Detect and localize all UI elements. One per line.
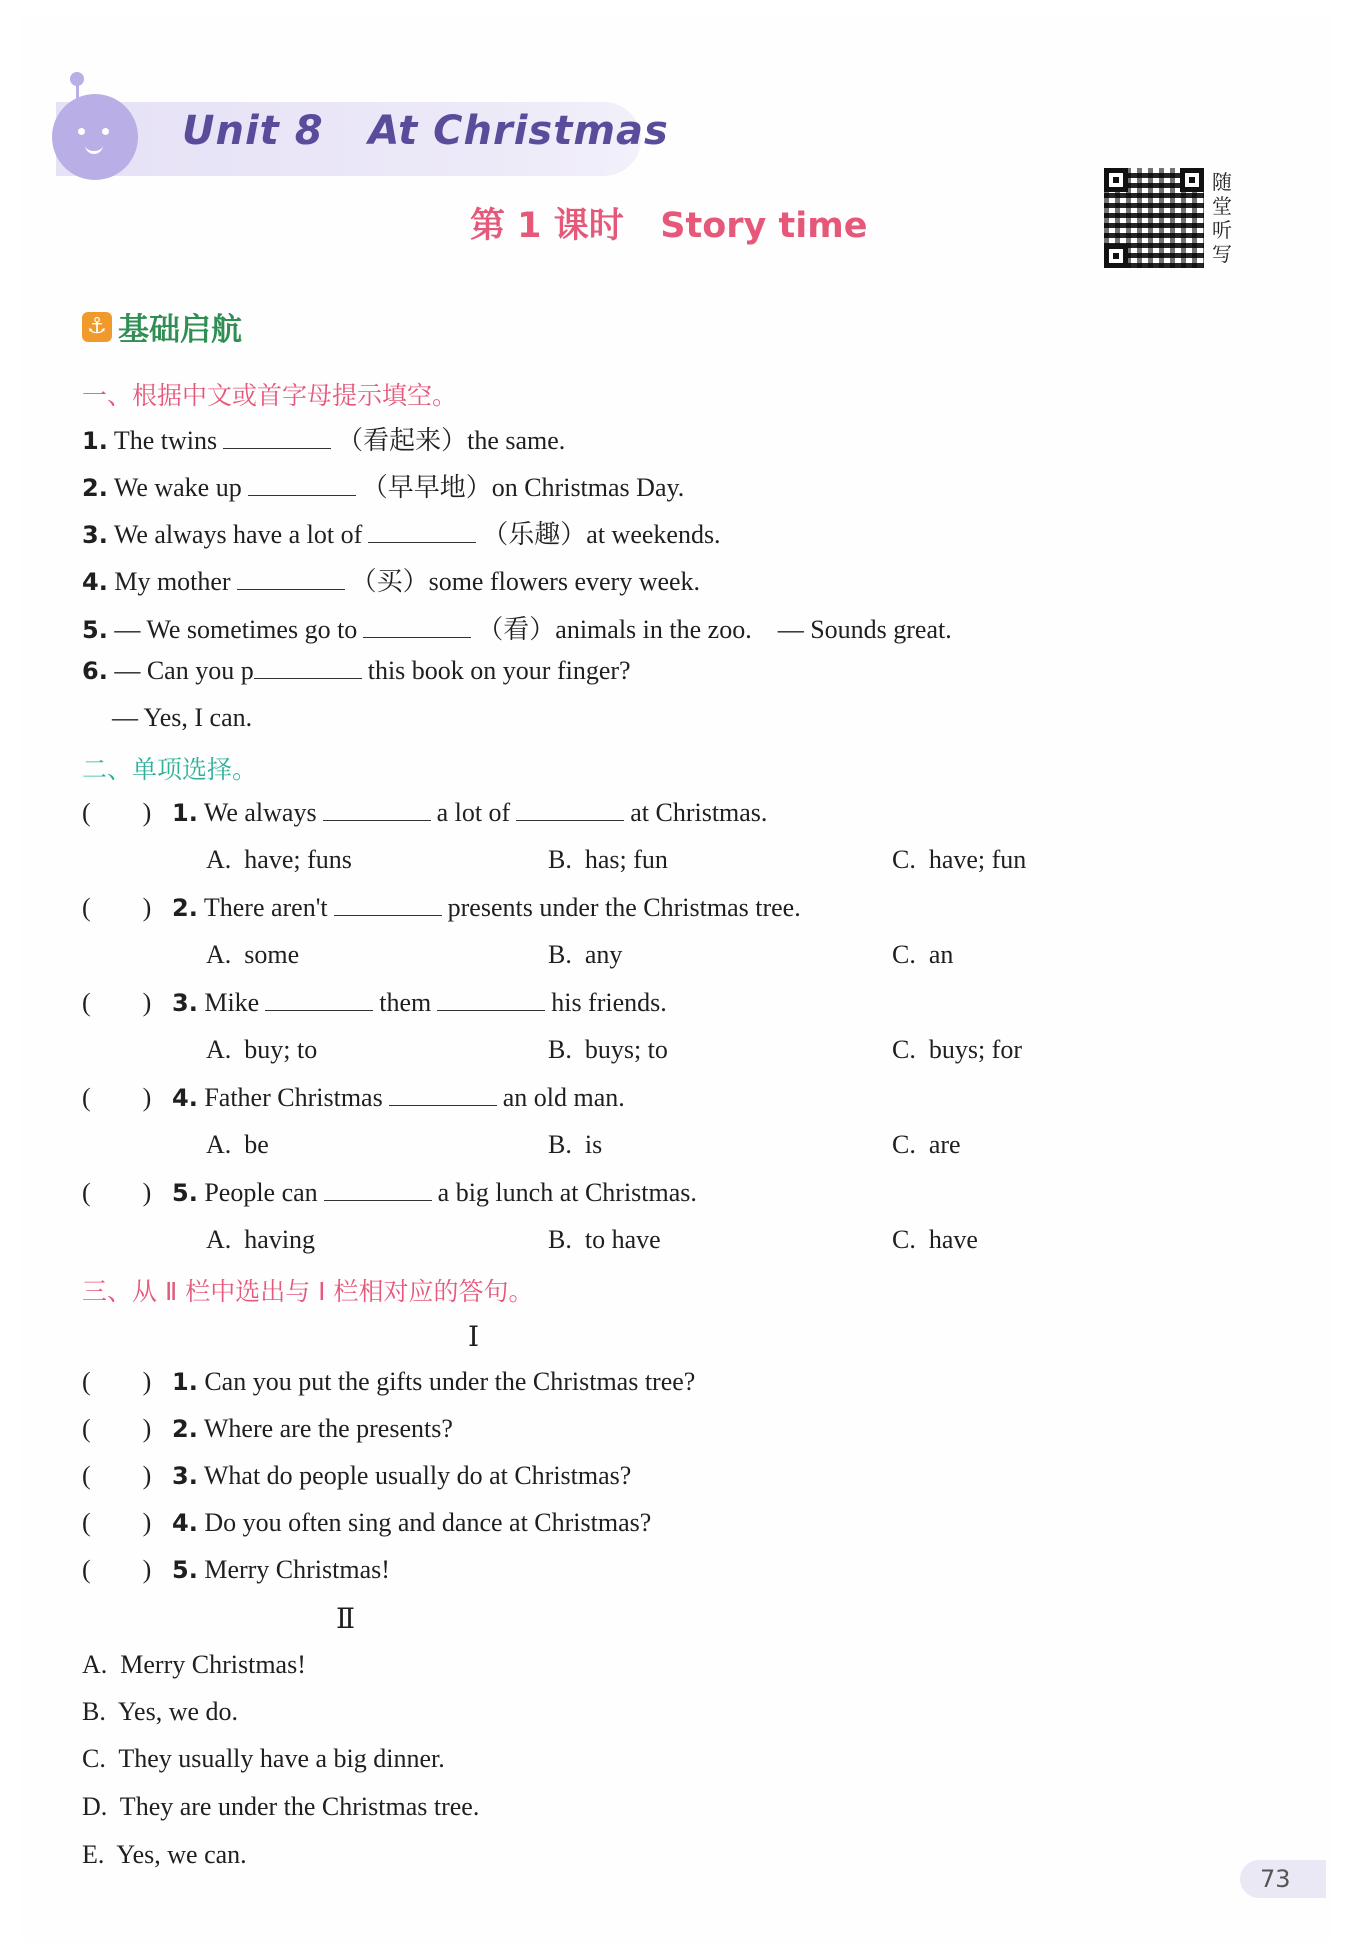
choice-question-3: 3. Mike them his friends. (172, 988, 667, 1017)
choice-question-1: 1. We always a lot of at Christmas. (172, 798, 768, 827)
part1-heading: 一、根据中文或首字母提示填空。 (82, 381, 458, 410)
section-title: ⚓ 基础启航 (82, 304, 242, 349)
fill-item-4: 4. My mother （买）some flowers every week. (82, 567, 701, 596)
option-c: C. buys; for (892, 1035, 1022, 1064)
answer-blank[interactable] (237, 569, 345, 590)
mascot-icon (52, 94, 138, 180)
answer-blank (389, 1085, 497, 1106)
match-question-3: 3. What do people usually do at Christmas? (172, 1461, 632, 1490)
answer-blank[interactable] (223, 428, 331, 449)
answer-blank (324, 1180, 432, 1201)
match-question-2: 2. Where are the presents? (172, 1414, 453, 1443)
option-b: B. is (548, 1130, 603, 1159)
qr-label: 随 堂 听 写 (1212, 170, 1232, 266)
answer-blank (334, 895, 442, 916)
fill-item-5: 5. — We sometimes go to （看）animals in the zoo. — Sounds great. (82, 615, 952, 644)
mascot-antenna-ball (70, 72, 84, 86)
fill-item-2: 2. We wake up （早早地）on Christmas Day. (82, 473, 685, 502)
page-number: 73 (1240, 1860, 1326, 1898)
option-a: A. buy; to (206, 1035, 318, 1064)
answer-blank (516, 800, 624, 821)
answer-paren[interactable]: ( ) (82, 893, 152, 922)
match-answer-e: E. Yes, we can. (82, 1840, 247, 1869)
column-1-label: Ⅰ (468, 1322, 480, 1353)
answer-paren[interactable]: ( ) (82, 1083, 152, 1112)
unit-title: Unit 8 At Christmas (182, 108, 669, 154)
match-answer-a: A. Merry Christmas! (82, 1650, 306, 1679)
anchor-icon: ⚓ (82, 312, 112, 342)
match-question-4: 4. Do you often sing and dance at Christmas? (172, 1508, 652, 1537)
match-answer-b: B. Yes, we do. (82, 1697, 239, 1726)
option-a: A. have; funs (206, 845, 352, 874)
fill-item-3: 3. We always have a lot of （乐趣）at weekends. (82, 520, 721, 549)
match-answer-d: D. They are under the Christmas tree. (82, 1792, 480, 1821)
part3-heading: 三、从 Ⅱ 栏中选出与 Ⅰ 栏相对应的答句。 (82, 1277, 534, 1306)
answer-paren[interactable]: ( ) (82, 1178, 152, 1207)
answer-paren[interactable]: ( ) (82, 1555, 152, 1584)
choice-question-4: 4. Father Christmas an old man. (172, 1083, 625, 1112)
lesson-title: 第 1 课时 Story time (470, 206, 868, 246)
option-a: A. be (206, 1130, 269, 1159)
option-c: C. have; fun (892, 845, 1027, 874)
answer-paren[interactable]: ( ) (82, 1461, 152, 1490)
answer-paren[interactable]: ( ) (82, 1508, 152, 1537)
column-2-label: Ⅱ (336, 1604, 356, 1635)
part2-heading: 二、单项选择。 (82, 755, 258, 784)
option-c: C. an (892, 940, 954, 969)
answer-paren[interactable]: ( ) (82, 798, 152, 827)
fill-item-1: 1. The twins （看起来）the same. (82, 426, 566, 455)
answer-paren[interactable]: ( ) (82, 988, 152, 1017)
answer-blank (265, 990, 373, 1011)
answer-blank[interactable] (254, 658, 362, 679)
match-question-1: 1. Can you put the gifts under the Christmas tree? (172, 1367, 696, 1396)
qr-code-icon[interactable] (1104, 168, 1204, 268)
choice-question-5: 5. People can a big lunch at Christmas. (172, 1178, 697, 1207)
answer-blank[interactable] (363, 617, 471, 638)
option-a: A. having (206, 1225, 316, 1254)
match-question-5: 5. Merry Christmas! (172, 1555, 390, 1584)
option-b: B. any (548, 940, 623, 969)
answer-paren[interactable]: ( ) (82, 1414, 152, 1443)
answer-blank[interactable] (248, 475, 356, 496)
fill-item-6: 6. — Can you p this book on your finger? (82, 656, 631, 685)
option-c: C. are (892, 1130, 961, 1159)
match-answer-c: C. They usually have a big dinner. (82, 1744, 445, 1773)
option-b: B. buys; to (548, 1035, 668, 1064)
option-b: B. has; fun (548, 845, 668, 874)
option-a: A. some (206, 940, 300, 969)
choice-question-2: 2. There aren't presents under the Christmas tree. (172, 893, 801, 922)
answer-blank[interactable] (368, 522, 476, 543)
answer-paren[interactable]: ( ) (82, 1367, 152, 1396)
answer-blank (437, 990, 545, 1011)
option-c: C. have (892, 1225, 978, 1254)
option-b: B. to have (548, 1225, 661, 1254)
fill-item-6-answer: — Yes, I can. (112, 703, 253, 732)
answer-blank (323, 800, 431, 821)
